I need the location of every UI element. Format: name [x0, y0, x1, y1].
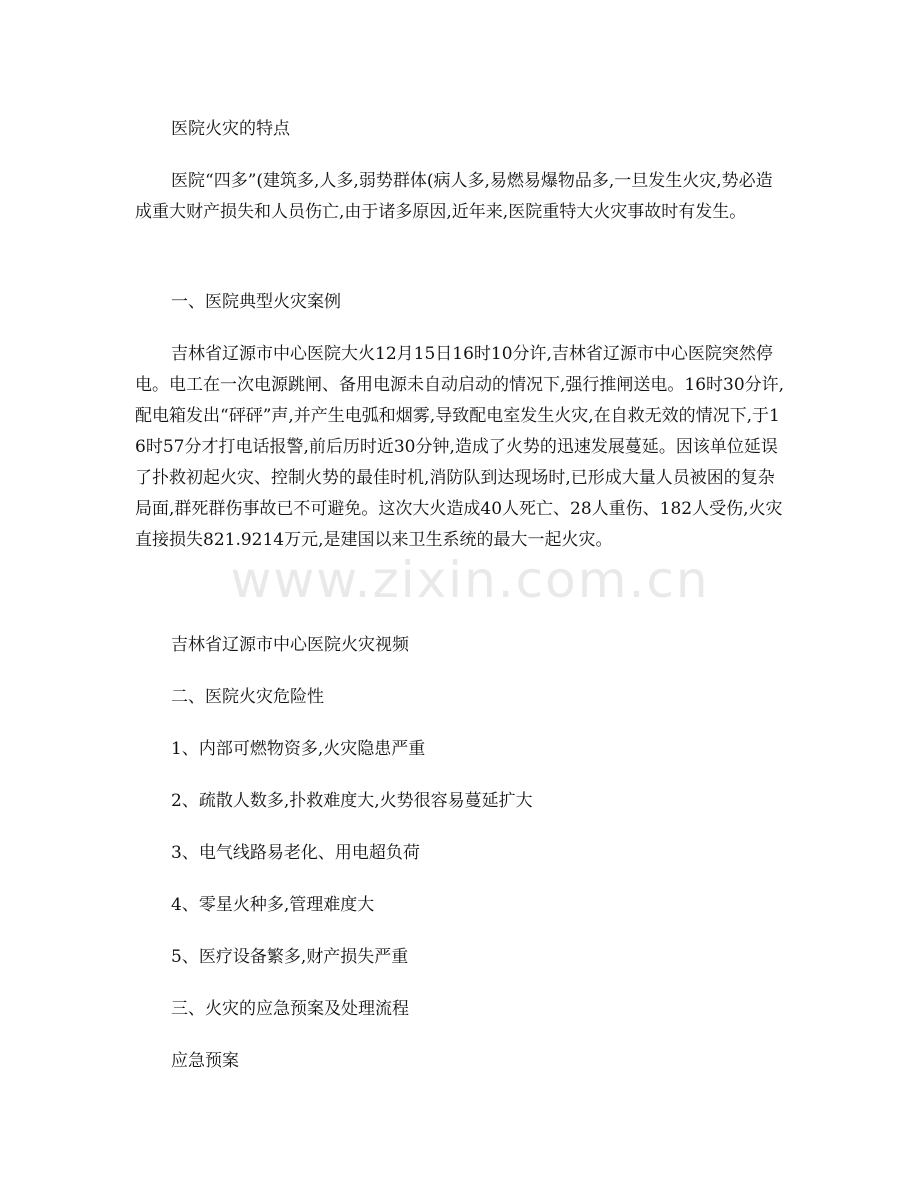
section-title-plan: 三、火灾的应急预案及处理流程 — [171, 999, 409, 1019]
video-title: 吉林省辽源市中心医院火灾视频 — [171, 635, 409, 655]
case-paragraph: 吉林省辽源市中心医院大火12月15日16时10分许,吉林省辽源市中心医院突然停电。电工在一次电源跳闸、备用电源未自动启动的情况下,强行推闸送电。16时30分许,配电箱发出“砰砰”声,并产生电弧和烟雾,导致配电室发生火灾,在自救无效的情况下,于16时57分才打电话报警,前后历时近30分钟,造成了火势的迅速发展蔓延。因该单位延误了扑救初起火灾、控制火势的最佳时机,消防队到达现场时,已形成大量人员被困的复杂局面,群死群伤事故已不可避免。这次大火造成40人死亡、28人重伤、182人受伤,火灾直接损失821.9214万元,是建国以来卫生系统的最大一起火灾。 — [135, 344, 785, 550]
section-title-cases: 一、医院典型火灾案例 — [171, 292, 341, 312]
risk-item: 5、医疗设备繁多,财产损失严重 — [171, 947, 409, 967]
document-heading: 医院火灾的特点 — [171, 119, 290, 139]
risk-item: 4、零星火种多,管理难度大 — [171, 895, 375, 915]
section-title-risks: 二、医院火灾危险性 — [171, 687, 324, 707]
risk-item: 2、疏散人数多,扑救难度大,火势很容易蔓延扩大 — [171, 791, 533, 811]
risk-item: 3、电气线路易老化、用电超负荷 — [171, 843, 420, 863]
risk-item: 1、内部可燃物资多,火灾隐患严重 — [171, 739, 426, 759]
plan-title: 应急预案 — [171, 1051, 239, 1071]
intro-paragraph: 医院“四多”(建筑多,人多,弱势群体(病人多,易燃易爆物品多,一旦发生火灾,势必造成重大财产损失和人员伤亡,由于诸多原因,近年来,医院重特大火灾事故时有发生。 — [135, 171, 773, 222]
watermark: www.zixin.com.cn — [230, 551, 710, 609]
